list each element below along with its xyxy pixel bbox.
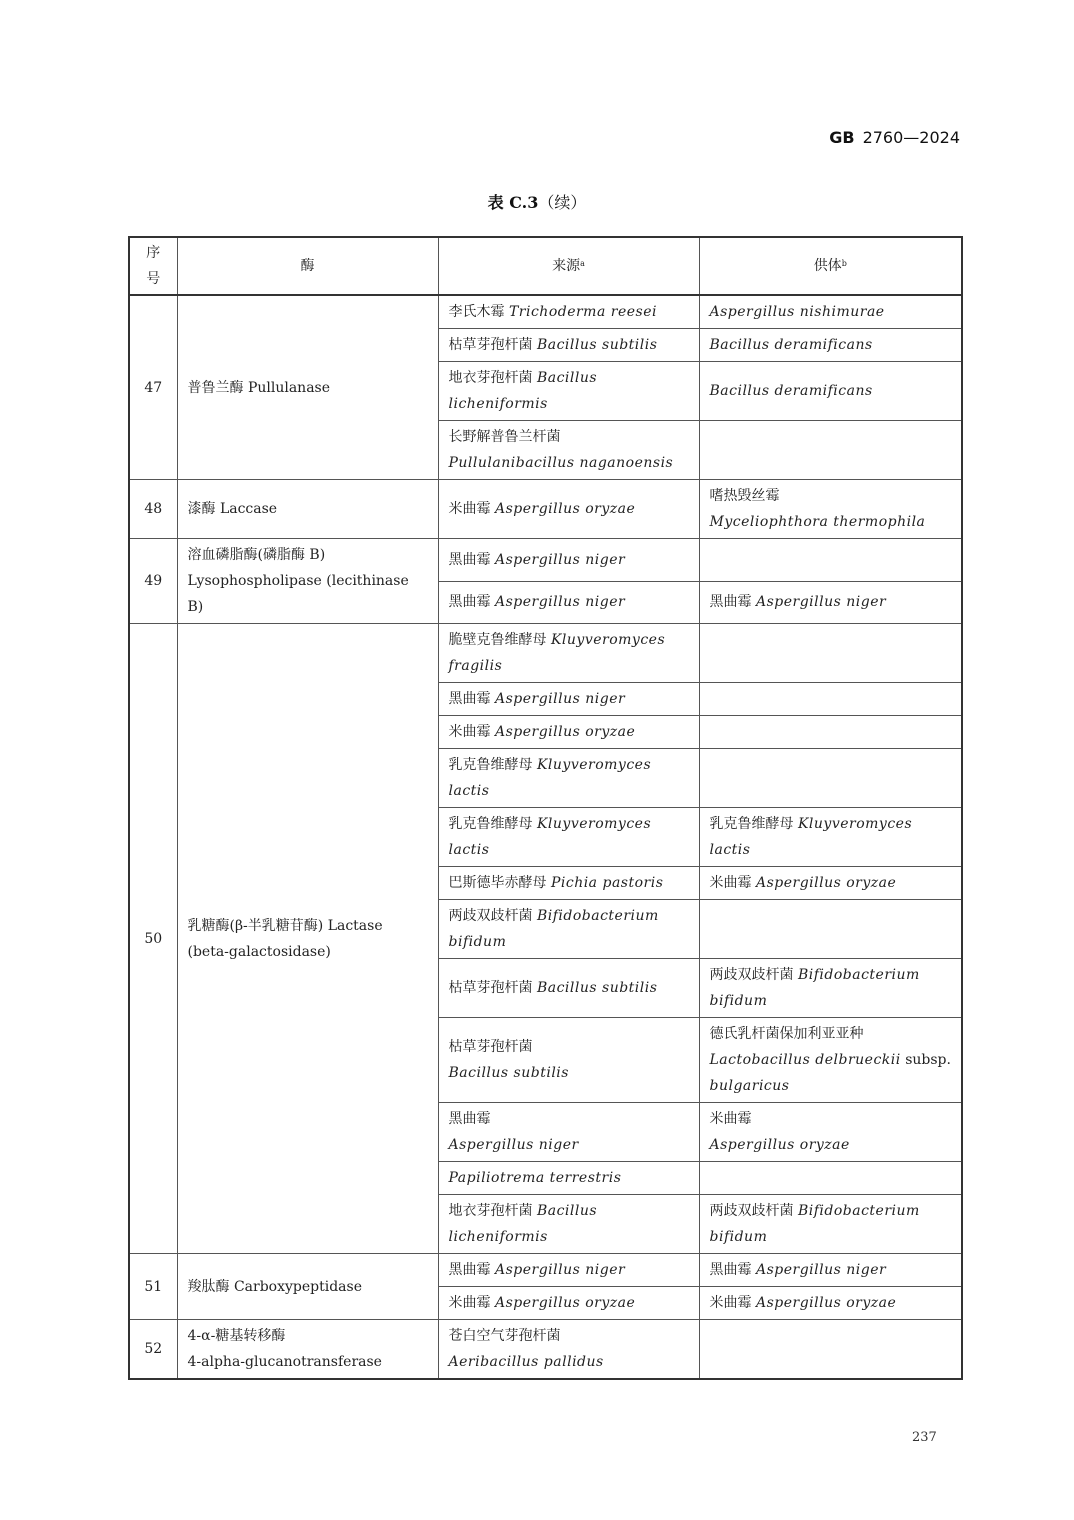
table-row (129, 624, 962, 683)
source-cell: 米曲霉 Aspergillus oryzae (438, 716, 699, 749)
donor-cell: Bacillus deramificans (699, 362, 962, 421)
source-cell: 巴斯德毕赤酵母 Pichia pastoris (438, 867, 699, 900)
donor-cell: 米曲霉 Aspergillus oryzae (699, 867, 962, 900)
donor-cell (699, 1320, 962, 1380)
donor-cell: 两歧双歧杆菌 Bifidobacterium bifidum (699, 1195, 962, 1254)
table-header-row (129, 237, 962, 295)
col-header-enzyme: 酶 (177, 237, 438, 295)
donor-cell: 米曲霉 Aspergillus oryzae (699, 1287, 962, 1320)
donor-cell (699, 749, 962, 808)
standard-prefix: GB (829, 128, 855, 147)
row-number: 52 (129, 1320, 177, 1380)
donor-cell (699, 716, 962, 749)
enzyme-name: 乳糖酶(β-半乳糖苷酶) Lactase (beta-galactosidase) (177, 624, 438, 1254)
donor-cell: 两歧双歧杆菌 Bifidobacterium bifidum (699, 959, 962, 1018)
table-row (129, 1320, 962, 1380)
table-title-label: 表 C.3 (487, 193, 539, 212)
source-cell: 米曲霉 Aspergillus oryzae (438, 480, 699, 539)
table-row (129, 539, 962, 582)
source-cell: 枯草芽孢杆菌 Bacillus subtilis (438, 959, 699, 1018)
row-number: 49 (129, 539, 177, 624)
enzyme-name: 漆酶 Laccase (177, 480, 438, 539)
row-number: 50 (129, 624, 177, 1254)
source-cell: Papiliotrema terrestris (438, 1162, 699, 1195)
source-cell: 黑曲霉 Aspergillus niger (438, 539, 699, 582)
donor-cell: 黑曲霉 Aspergillus niger (699, 581, 962, 624)
enzyme-name: 4-α-糖基转移酶 4-alpha-glucanotransferase (177, 1320, 438, 1380)
table-row (129, 295, 962, 329)
enzyme-name: 羧肽酶 Carboxypeptidase (177, 1254, 438, 1320)
source-cell: 长野解普鲁兰杆菌 Pullulanibacillus naganoensis (438, 421, 699, 480)
source-cell: 两歧双歧杆菌 Bifidobacterium bifidum (438, 900, 699, 959)
source-cell: 米曲霉 Aspergillus oryzae (438, 1287, 699, 1320)
source-cell: 李氏木霉 Trichoderma reesei (438, 295, 699, 329)
donor-cell (699, 1162, 962, 1195)
donor-cell (699, 683, 962, 716)
source-cell: 乳克鲁维酵母 Kluyveromyces lactis (438, 808, 699, 867)
donor-cell: 米曲霉 Aspergillus oryzae (699, 1103, 962, 1162)
enzyme-name: 溶血磷脂酶(磷脂酶 B) Lysophospholipase (lecithinase B) (177, 539, 438, 624)
source-cell: 黑曲霉 Aspergillus niger (438, 1254, 699, 1287)
donor-cell: Aspergillus nishimurae (699, 295, 962, 329)
source-cell: 黑曲霉 Aspergillus niger (438, 581, 699, 624)
source-cell: 枯草芽孢杆菌 Bacillus subtilis (438, 329, 699, 362)
page-number: 237 (912, 1430, 937, 1445)
row-number: 48 (129, 480, 177, 539)
table-row (129, 1254, 962, 1287)
donor-cell: 嗜热毁丝霉 Myceliophthora thermophila (699, 480, 962, 539)
enzyme-name: 普鲁兰酶 Pullulanase (177, 295, 438, 480)
source-footnote-mark: a (580, 259, 585, 268)
donor-cell: 黑曲霉 Aspergillus niger (699, 1254, 962, 1287)
source-cell: 脆壁克鲁维酵母 Kluyveromyces fragilis (438, 624, 699, 683)
donor-cell (699, 421, 962, 480)
source-cell: 地衣芽孢杆菌 Bacillus licheniformis (438, 362, 699, 421)
donor-cell (699, 624, 962, 683)
table-row (129, 480, 962, 539)
donor-cell: 乳克鲁维酵母 Kluyveromyces lactis (699, 808, 962, 867)
source-cell: 乳克鲁维酵母 Kluyveromyces lactis (438, 749, 699, 808)
table-title (0, 190, 1074, 213)
standard-number: 2760—2024 (862, 128, 960, 147)
source-cell: 黑曲霉 Aspergillus niger (438, 683, 699, 716)
row-number: 51 (129, 1254, 177, 1320)
table-title-suffix: （续） (538, 193, 587, 212)
source-cell: 黑曲霉 Aspergillus niger (438, 1103, 699, 1162)
row-number: 47 (129, 295, 177, 480)
source-cell: 地衣芽孢杆菌 Bacillus licheniformis (438, 1195, 699, 1254)
donor-cell: 德氏乳杆菌保加利亚亚种 Lactobacillus delbrueckii subsp. bulgaricus (699, 1018, 962, 1103)
donor-footnote-mark: b (841, 259, 847, 268)
col-header-source: 来源$^a$ (438, 237, 699, 295)
col-header-donor: 供体$^b$ (699, 237, 962, 295)
source-cell: 苍白空气芽孢杆菌 Aeribacillus pallidus (438, 1320, 699, 1380)
enzyme-table (128, 236, 963, 1380)
donor-cell (699, 900, 962, 959)
col-header-no: 序号 (129, 237, 177, 295)
standard-code (829, 128, 960, 147)
donor-cell (699, 539, 962, 582)
donor-cell: Bacillus deramificans (699, 329, 962, 362)
source-cell: 枯草芽孢杆菌 Bacillus subtilis (438, 1018, 699, 1103)
